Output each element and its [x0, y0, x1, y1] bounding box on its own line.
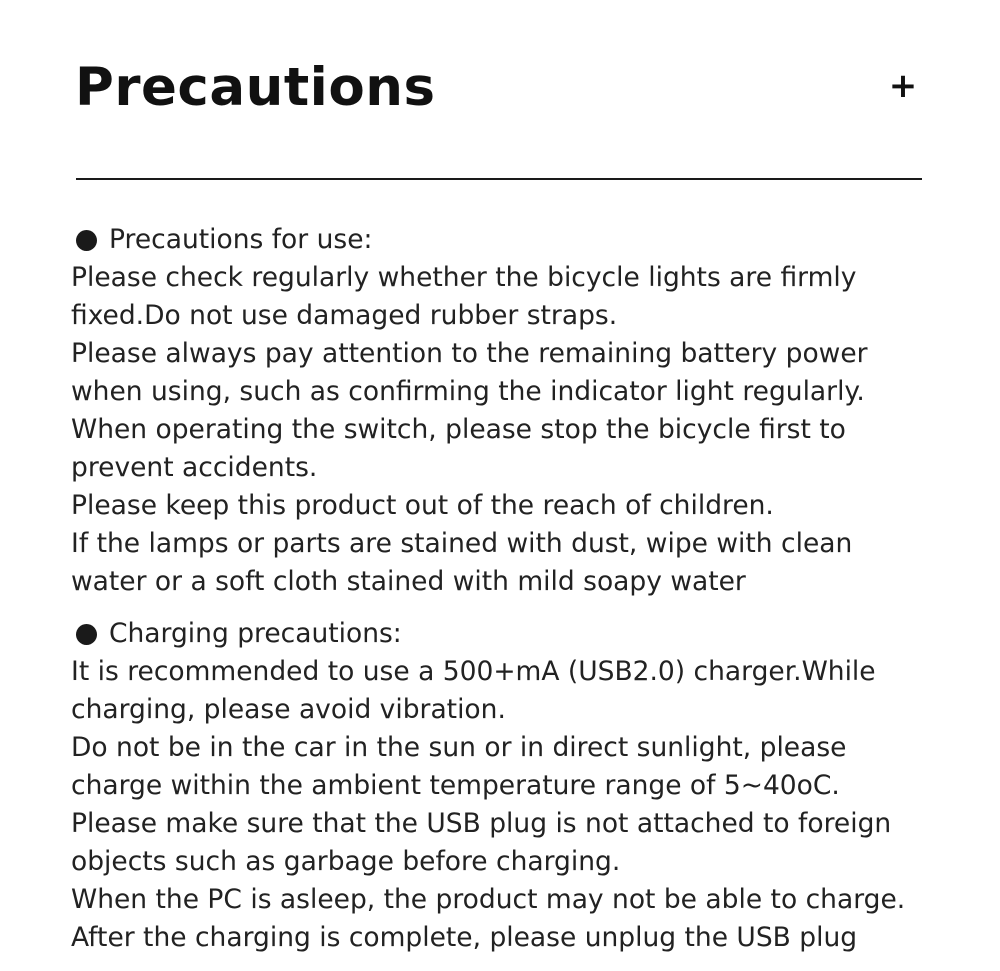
text-line: charging, please avoid vibration. — [71, 694, 506, 725]
section-heading-text: Precautions for use: — [109, 224, 373, 255]
section-charging-precautions — [71, 615, 971, 957]
section-heading — [71, 221, 971, 259]
page-title: Precautions — [75, 57, 436, 118]
text-line: objects such as garbage before charging. — [71, 846, 621, 877]
section-heading — [71, 615, 971, 653]
text-line: charge within the ambient temperature range of 5~40oC. — [71, 770, 840, 801]
text-line: Please check regularly whether the bicycle lights are firmly — [71, 262, 857, 293]
text-line: It is recommended to use a 500+mA (USB2.0) charger.While — [71, 656, 876, 687]
text-line: When operating the switch, please stop the bicycle first to — [71, 414, 846, 445]
bullet-dot-icon — [76, 230, 97, 251]
text-line: When the PC is asleep, the product may not be able to charge. — [71, 884, 906, 915]
section-heading-text: Charging precautions: — [109, 618, 402, 649]
expand-plus-icon[interactable]: + — [883, 66, 923, 106]
text-line: Do not be in the car in the sun or in direct sunlight, please — [71, 732, 847, 763]
bullet-dot-icon — [76, 624, 97, 645]
text-line: After the charging is complete, please unplug the USB plug — [71, 922, 858, 953]
text-line: Please always pay attention to the remaining battery power — [71, 338, 868, 369]
section-precautions-for-use — [71, 221, 971, 601]
text-line: Please keep this product out of the reach of children. — [71, 490, 774, 521]
text-line: Please make sure that the USB plug is not attached to foreign — [71, 808, 892, 839]
accordion-header[interactable] — [75, 52, 923, 124]
text-line: when using, such as confirming the indicator light regularly. — [71, 376, 865, 407]
text-line: water or a soft cloth stained with mild soapy water — [71, 566, 746, 597]
header-divider — [76, 178, 922, 180]
precautions-content — [71, 221, 971, 971]
text-line: prevent accidents. — [71, 452, 318, 483]
text-line: fixed.Do not use damaged rubber straps. — [71, 300, 618, 331]
text-line: If the lamps or parts are stained with dust, wipe with clean — [71, 528, 853, 559]
